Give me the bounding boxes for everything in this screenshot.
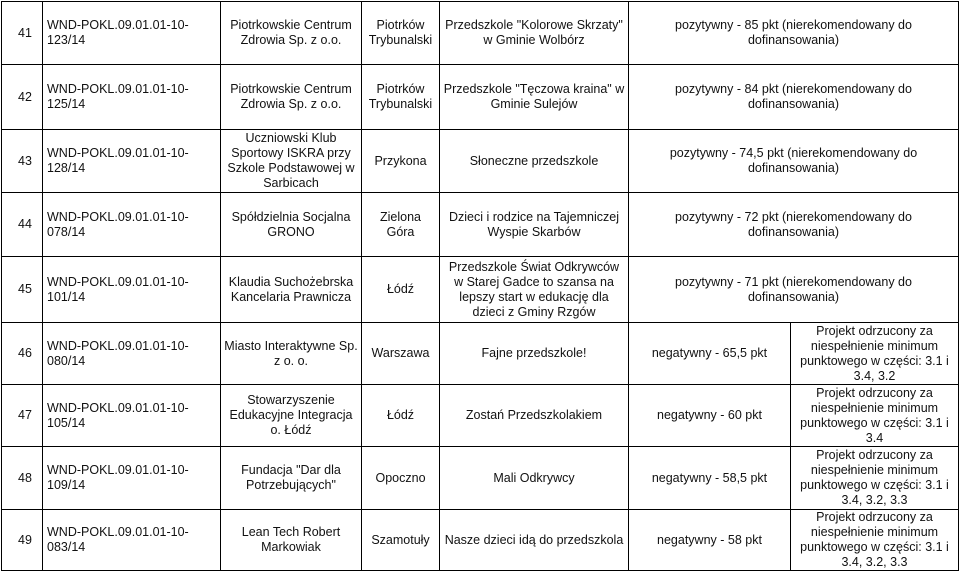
table-row	[2, 257, 959, 323]
row-number: 42	[2, 65, 43, 130]
evaluation-result: negatywny - 58 pkt	[629, 510, 791, 571]
city: Piotrków Trybunalski	[362, 65, 440, 130]
beneficiary: Stowarzyszenie Edukacyjne Integracja o. Łódź	[221, 385, 362, 447]
evaluation-result: negatywny - 65,5 pkt	[629, 323, 791, 385]
table-body	[2, 2, 959, 571]
city: Piotrków Trybunalski	[362, 2, 440, 65]
rejection-note: Projekt odrzucony za niespełnienie minimum punktowego w części: 3.1 i 3.4, 3.2, 3.3	[791, 447, 959, 510]
application-number: WND-POKL.09.01.01-10-078/14	[43, 193, 221, 257]
beneficiary: Spółdzielnia Socjalna GRONO	[221, 193, 362, 257]
results-table	[1, 1, 959, 571]
application-number: WND-POKL.09.01.01-10-083/14	[43, 510, 221, 571]
city: Szamotuły	[362, 510, 440, 571]
evaluation-result: pozytywny - 85 pkt (nierekomendowany do dofinansowania)	[629, 2, 959, 65]
project-title: Mali Odkrywcy	[440, 447, 629, 510]
rejection-note: Projekt odrzucony za niespełnienie minimum punktowego w części: 3.1 i 3.4	[791, 385, 959, 447]
evaluation-result: pozytywny - 74,5 pkt (nierekomendowany do dofinansowania)	[629, 130, 959, 193]
table-row	[2, 447, 959, 510]
table-row	[2, 65, 959, 130]
project-title: Słoneczne przedszkole	[440, 130, 629, 193]
evaluation-result: negatywny - 60 pkt	[629, 385, 791, 447]
row-number: 48	[2, 447, 43, 510]
beneficiary: Klaudia Suchożebrska Kancelaria Prawnicza	[221, 257, 362, 323]
evaluation-result: pozytywny - 84 pkt (nierekomendowany do dofinansowania)	[629, 65, 959, 130]
project-title: Przedszkole "Tęczowa kraina" w Gminie Sulejów	[440, 65, 629, 130]
application-number: WND-POKL.09.01.01-10-080/14	[43, 323, 221, 385]
row-number: 44	[2, 193, 43, 257]
row-number: 49	[2, 510, 43, 571]
application-number: WND-POKL.09.01.01-10-109/14	[43, 447, 221, 510]
row-number: 47	[2, 385, 43, 447]
row-number: 45	[2, 257, 43, 323]
table-row	[2, 2, 959, 65]
rejection-note: Projekt odrzucony za niespełnienie minimum punktowego w części: 3.1 i 3.4, 3.2	[791, 323, 959, 385]
city: Łódź	[362, 385, 440, 447]
beneficiary: Piotrkowskie Centrum Zdrowia Sp. z o.o.	[221, 65, 362, 130]
city: Zielona Góra	[362, 193, 440, 257]
row-number: 41	[2, 2, 43, 65]
beneficiary: Fundacja "Dar dla Potrzebujących"	[221, 447, 362, 510]
row-number: 43	[2, 130, 43, 193]
city: Warszawa	[362, 323, 440, 385]
project-title: Zostań Przedszkolakiem	[440, 385, 629, 447]
beneficiary: Uczniowski Klub Sportowy ISKRA przy Szkole Podstawowej w Sarbicach	[221, 130, 362, 193]
project-title: Przedszkole "Kolorowe Skrzaty" w Gminie Wolbórz	[440, 2, 629, 65]
beneficiary: Miasto Interaktywne Sp. z o. o.	[221, 323, 362, 385]
application-number: WND-POKL.09.01.01-10-128/14	[43, 130, 221, 193]
table-row	[2, 193, 959, 257]
application-number: WND-POKL.09.01.01-10-101/14	[43, 257, 221, 323]
application-number: WND-POKL.09.01.01-10-105/14	[43, 385, 221, 447]
city: Opoczno	[362, 447, 440, 510]
application-number: WND-POKL.09.01.01-10-123/14	[43, 2, 221, 65]
row-number: 46	[2, 323, 43, 385]
application-number: WND-POKL.09.01.01-10-125/14	[43, 65, 221, 130]
project-title: Przedszkole Świat Odkrywców w Starej Gadce to szansa na lepszy start w edukację dla dzieci z Gminy Rzgów	[440, 257, 629, 323]
table-row	[2, 510, 959, 571]
table-row	[2, 385, 959, 447]
evaluation-result: negatywny - 58,5 pkt	[629, 447, 791, 510]
project-title: Nasze dzieci idą do przedszkola	[440, 510, 629, 571]
evaluation-result: pozytywny - 72 pkt (nierekomendowany do dofinansowania)	[629, 193, 959, 257]
rejection-note: Projekt odrzucony za niespełnienie minimum punktowego w części: 3.1 i 3.4, 3.2, 3.3	[791, 510, 959, 571]
project-title: Dzieci i rodzice na Tajemniczej Wyspie Skarbów	[440, 193, 629, 257]
evaluation-result: pozytywny - 71 pkt (nierekomendowany do dofinansowania)	[629, 257, 959, 323]
city: Przykona	[362, 130, 440, 193]
table-row	[2, 323, 959, 385]
project-title: Fajne przedszkole!	[440, 323, 629, 385]
city: Łódź	[362, 257, 440, 323]
beneficiary: Piotrkowskie Centrum Zdrowia Sp. z o.o.	[221, 2, 362, 65]
beneficiary: Lean Tech Robert Markowiak	[221, 510, 362, 571]
table-row	[2, 130, 959, 193]
